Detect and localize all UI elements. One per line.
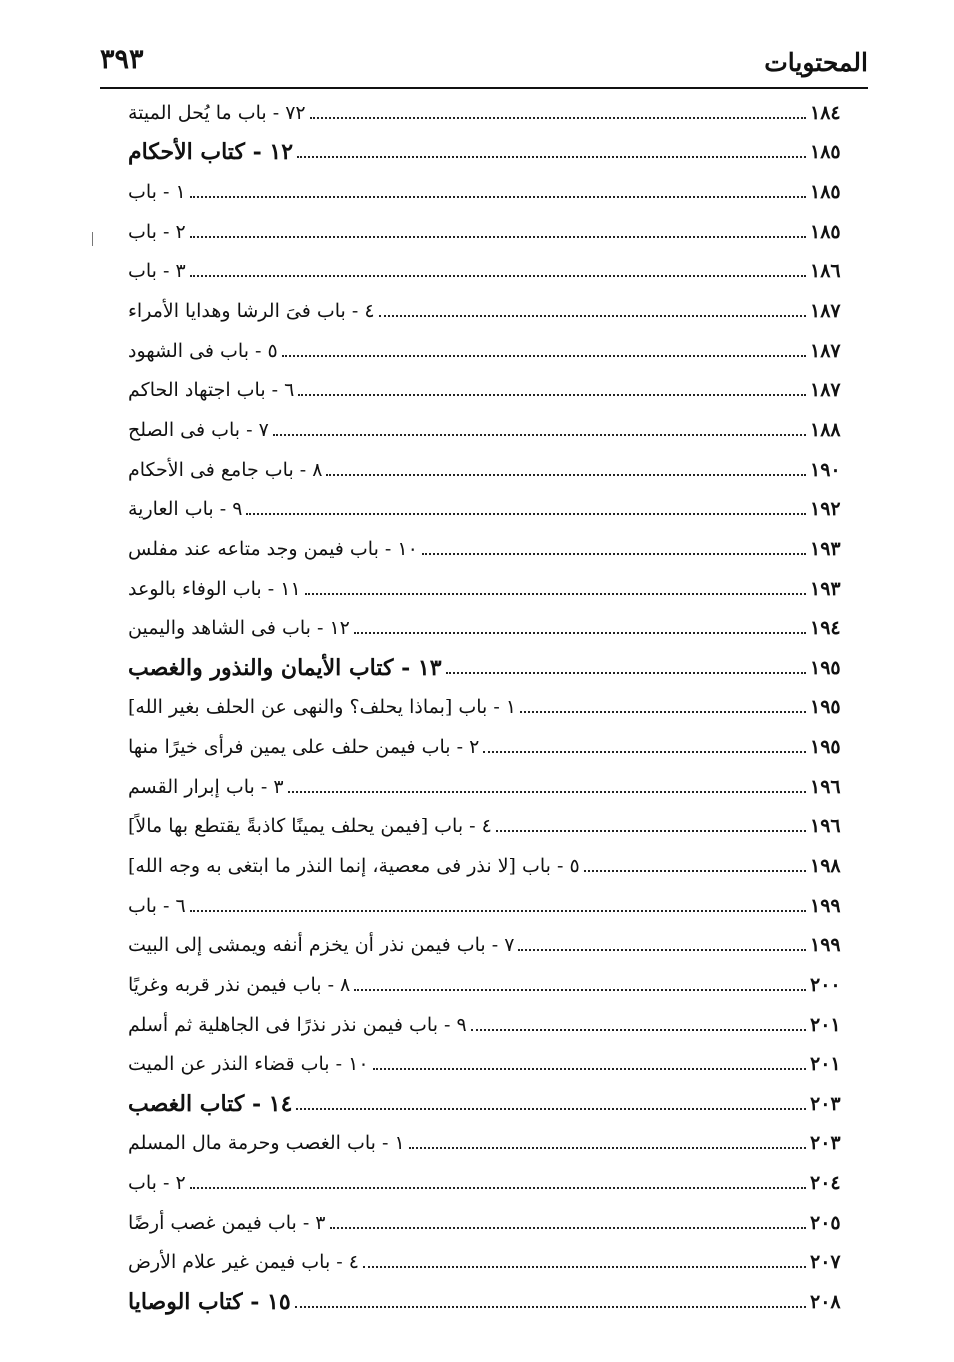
dot-leader <box>190 910 806 912</box>
toc-entry-row <box>128 331 862 371</box>
toc-entry-row <box>128 450 862 490</box>
dot-leader <box>584 870 806 872</box>
dot-leader <box>190 1187 806 1189</box>
entry-page-number: ١٨٨ <box>810 418 841 441</box>
dot-leader <box>496 830 806 832</box>
toc-entry-row <box>128 727 862 767</box>
entry-title: ٥ - باب فى الشهود <box>128 339 278 362</box>
entry-page-number: ٢٠٧ <box>810 1251 841 1274</box>
dot-leader <box>190 275 806 277</box>
entry-title: ٢ - باب <box>128 1172 186 1195</box>
entry-page-number: ٢٠٤ <box>810 1172 841 1195</box>
toc-entry-row <box>128 1163 862 1203</box>
entry-page-number: ١٩٩ <box>810 934 841 957</box>
entry-page-number: ١٨٥ <box>810 141 841 164</box>
entry-title: ٦ - باب <box>128 894 186 917</box>
entry-title: ١١ - باب الوفاء بالوعد <box>128 577 301 600</box>
entry-title: ١ - باب [بماذا يحلف؟ والنهى عن الحلف بغير الله] <box>128 696 517 719</box>
entry-page-number: ١٩٤ <box>810 617 841 640</box>
dot-leader <box>310 117 806 119</box>
entry-title: ٩ - باب فيمن نذر نذرًا فى الجاهلية ثم أسلم <box>128 1013 467 1036</box>
entry-page-number: ١٩٥ <box>810 696 841 719</box>
toc-entry-row <box>128 410 862 450</box>
entry-title: ٩ - باب العارية <box>128 498 243 521</box>
entry-page-number: ١٩٦ <box>810 775 841 798</box>
table-of-contents <box>128 93 862 1322</box>
entry-page-number: ١٩٣ <box>810 577 841 600</box>
entry-page-number: ٢٠٨ <box>810 1291 841 1314</box>
dot-leader <box>273 434 806 436</box>
toc-entry-row <box>128 925 862 965</box>
section-title: المحتويات <box>764 48 868 77</box>
entry-title: ٤ - باب فىَ الرشا وهدايا الأمراء <box>128 300 375 323</box>
toc-entry-row <box>128 1243 862 1283</box>
entry-page-number: ١٨٧ <box>810 339 841 362</box>
dot-leader <box>298 394 806 396</box>
dot-leader <box>282 355 806 357</box>
dot-leader <box>379 315 806 317</box>
dot-leader <box>297 156 806 158</box>
toc-entry-row <box>128 212 862 252</box>
entry-title: ١ - باب الغصب وحرمة مال المسلم <box>128 1132 405 1155</box>
entry-title: ٣ - باب إبرار القسم <box>128 775 284 798</box>
dot-leader <box>330 1227 806 1229</box>
entry-page-number: ١٩٦ <box>810 815 841 838</box>
toc-entry-row <box>128 569 862 609</box>
toc-chapter-row <box>128 1282 862 1322</box>
entry-title: ٣ - باب فيمن غصب أرضًا <box>128 1211 326 1234</box>
entry-title: ١٠ - باب فيمن وجد متاعه عند مفلس <box>128 537 418 560</box>
toc-entry-row <box>128 846 862 886</box>
dot-leader <box>409 1147 806 1149</box>
toc-entry-row <box>128 1203 862 1243</box>
dot-leader <box>190 236 806 238</box>
entry-title: ٤ - باب [فيمن يحلف يمينًا كاذبةً يقتطع بها مالاً] <box>128 815 492 838</box>
toc-entry-row <box>128 965 862 1005</box>
dot-leader <box>246 513 806 515</box>
toc-entry-row <box>128 252 862 292</box>
chapter-title: ١٤ - كتاب الغصب <box>128 1090 293 1117</box>
toc-entry-row <box>128 1005 862 1045</box>
toc-entry-row <box>128 489 862 529</box>
page-header <box>100 40 868 90</box>
toc-chapter-row <box>128 648 862 688</box>
entry-page-number: ٢٠٣ <box>810 1092 841 1115</box>
dot-leader <box>326 474 806 476</box>
dot-leader <box>518 949 806 951</box>
entry-title: ٥ - باب [لا نذر فى معصية، إنما النذر ما ابتغى به وجه الله] <box>128 854 580 877</box>
entry-title: ٣ - باب <box>128 260 186 283</box>
entry-title: ٦ - باب اجتهاد الحاكم <box>128 379 295 402</box>
dot-leader <box>483 751 806 753</box>
entry-page-number: ١٨٦ <box>810 260 841 283</box>
toc-entry-row <box>128 291 862 331</box>
dot-leader <box>295 1306 806 1308</box>
toc-entry-row <box>128 608 862 648</box>
entry-title: ١٢ - باب فى الشاهد واليمين <box>128 617 350 640</box>
dot-leader <box>363 1266 806 1268</box>
entry-page-number: ٢٠١ <box>810 1053 841 1076</box>
dot-leader <box>422 553 806 555</box>
entry-title: ٢ - باب فيمن حلف على يمين فرأى خيرًا منها <box>128 736 480 759</box>
entry-page-number: ١٨٥ <box>810 181 841 204</box>
toc-chapter-row <box>128 1084 862 1124</box>
entry-title: ١٠ - باب قضاء النذر عن الميت <box>128 1053 369 1076</box>
toc-entry-row <box>128 1044 862 1084</box>
toc-entry-row <box>128 1124 862 1164</box>
entry-page-number: ٢٠١ <box>810 1013 841 1036</box>
chapter-title: ١٣ - كتاب الأيمان والنذور والغصب <box>128 654 442 681</box>
dot-leader <box>446 672 806 674</box>
page-number: ٣٩٣ <box>100 44 144 75</box>
dot-leader <box>288 791 806 793</box>
entry-title: ٤ - باب فيمن غير علام الأرض <box>128 1251 359 1274</box>
entry-title: ٢ - باب <box>128 220 186 243</box>
entry-title: ٧ - باب فيمن نذر أن يخزم أنفه ويمشى إلى البيت <box>128 934 515 957</box>
entry-page-number: ١٩٥ <box>810 656 841 679</box>
dot-leader <box>520 711 806 713</box>
entry-page-number: ٢٠٥ <box>810 1211 841 1234</box>
entry-page-number: ١٩٩ <box>810 894 841 917</box>
toc-entry-row <box>128 767 862 807</box>
dot-leader <box>296 1108 806 1110</box>
entry-page-number: ١٨٥ <box>810 220 841 243</box>
toc-entry-row <box>128 370 862 410</box>
toc-entry-row <box>128 93 862 133</box>
toc-entry-row <box>128 172 862 212</box>
entry-page-number: ١٩٨ <box>810 854 841 877</box>
entry-page-number: ١٨٧ <box>810 379 841 402</box>
entry-title: ٨ - باب فيمن نذر قربه وغريًا <box>128 973 351 996</box>
entry-page-number: ٢٠٠ <box>810 973 841 996</box>
dot-leader <box>373 1068 806 1070</box>
dot-leader <box>471 1029 806 1031</box>
entry-page-number: ١٨٧ <box>810 300 841 323</box>
toc-entry-row <box>128 688 862 728</box>
chapter-title: ١٥ - كتاب الوصايا <box>128 1289 291 1316</box>
dot-leader <box>190 196 806 198</box>
toc-entry-row <box>128 529 862 569</box>
toc-entry-row <box>128 886 862 926</box>
dot-leader <box>305 593 806 595</box>
entry-page-number: ١٩٣ <box>810 537 841 560</box>
entry-page-number: ١٩٢ <box>810 498 841 521</box>
entry-title: ٨ - باب جامع فى الأحكام <box>128 458 323 481</box>
entry-title: ٧٢ - باب ما يُحل الميتة <box>128 101 306 124</box>
header-divider <box>100 87 868 89</box>
entry-page-number: ٢٠٣ <box>810 1132 841 1155</box>
entry-page-number: ١٨٤ <box>810 101 841 124</box>
scan-margin-mark <box>92 232 93 246</box>
toc-chapter-row <box>128 133 862 173</box>
entry-title: ١ - باب <box>128 181 186 204</box>
dot-leader <box>354 989 806 991</box>
entry-page-number: ١٩٥ <box>810 736 841 759</box>
dot-leader <box>354 632 806 634</box>
entry-page-number: ١٩٠ <box>810 458 841 481</box>
toc-entry-row <box>128 807 862 847</box>
entry-title: ٧ - باب فى الصلح <box>128 418 269 441</box>
chapter-title: ١٢ - كتاب الأحكام <box>128 139 294 166</box>
